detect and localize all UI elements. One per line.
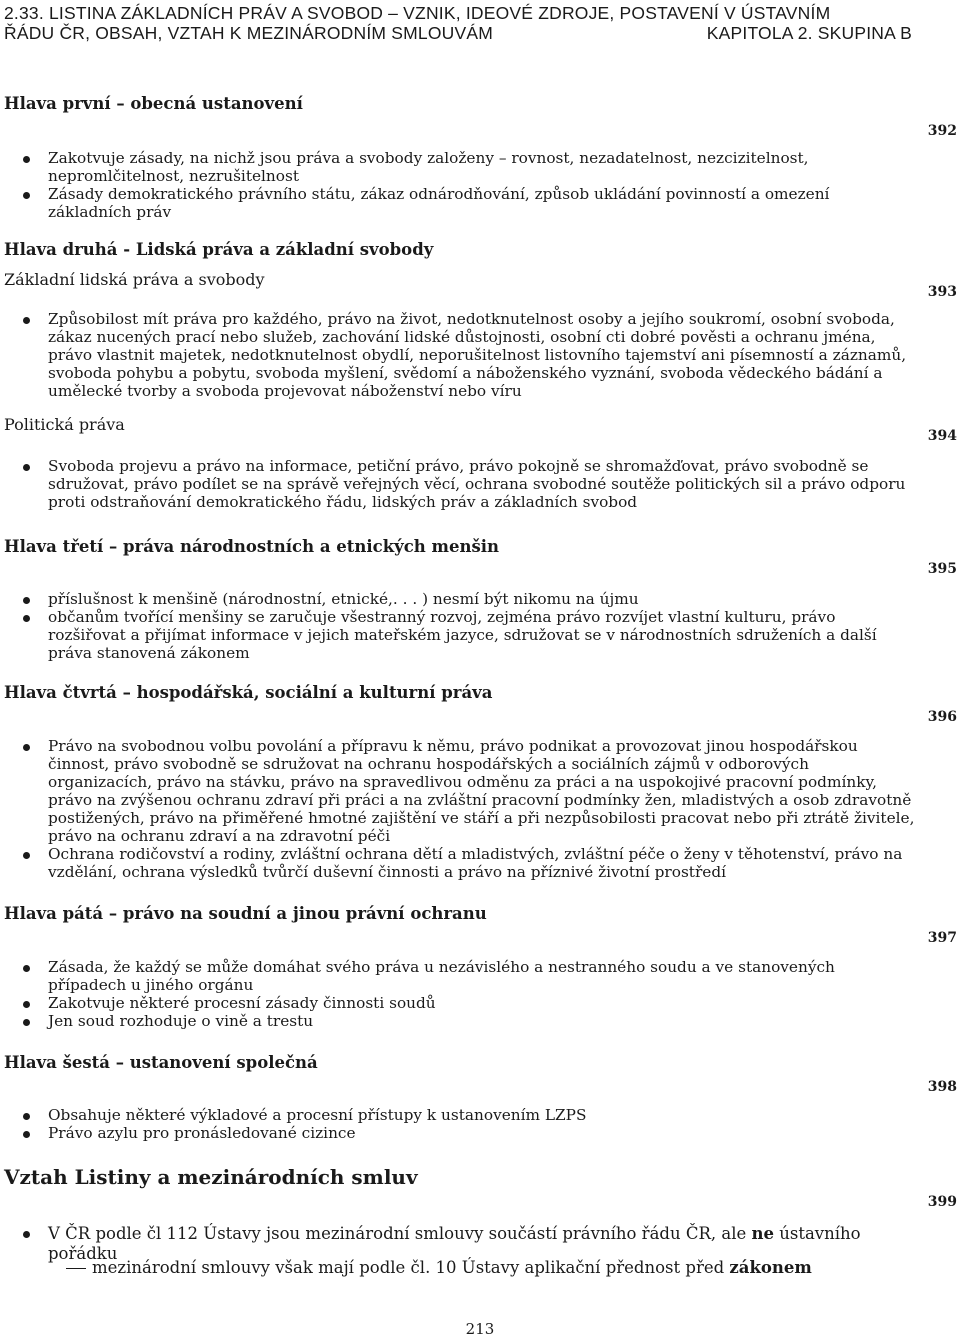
bullet-list-politicka-prava [20, 457, 916, 511]
list-item: občanům tvořící menšiny se zaručuje všestranný rozvoj, zejména právo rozvíjet vlastní kulturu, právo rozšiřovat a přijímat informace v jejich mateřském jazyce, sdružovat se v národnostních sdruženích a další práva stanovená zákonem [20, 608, 916, 662]
dash-emphasis: zákonem [729, 1258, 812, 1277]
list-item: Zásady demokratického právního státu, zákaz odnárodňování, způsob ukládání povinností a omezení základních práv [20, 185, 916, 221]
section-title-hlava-treti: Hlava třetí – práva národnostních a etnických menšin [4, 537, 500, 556]
bullet-list-zakladni-prava [20, 310, 916, 400]
list-item: Způsobilost mít práva pro každého, právo na život, nedotknutelnost osoby a jejího soukromí, osobní svoboda, zákaz nucených prací nebo služeb, zachování lidské důstojnosti, osobní cti dobré pověsti a ochranu jména, právo vlastnit majetek, nedotknutelnost obydlí, neporušitelnost listovního tajemství ani písemností a záznamů, svoboda pohybu a pobytu, svoboda myšlení, svědomí a náboženského vyznání, svoboda vědeckého bádání a umělecké tvorby a svoboda projevovat náboženství nebo víru [20, 310, 916, 400]
dash-item [66, 1258, 906, 1278]
subsection-title-zakladni-prava: Základní lidská práva a svobody [4, 270, 265, 289]
dash-text: mezinárodní smlouvy však mají podle čl. 10 Ústavy aplikační přednost před [92, 1258, 730, 1277]
dash-marker [66, 1268, 86, 1269]
slide-number-397: 397 [927, 930, 957, 946]
list-item: Zakotvuje některé procesní zásady činnosti soudů [20, 994, 916, 1012]
running-header-left: ŘÁDU ČR, OBSAH, VZTAH K MEZINÁRODNÍM SMLOUVÁM [4, 23, 493, 43]
page-number: 213 [465, 1320, 495, 1338]
bullet-list-hlava-pata [20, 958, 916, 1030]
bullet-list-hlava-treti [20, 590, 916, 662]
running-header-chapter: KAPITOLA 2. SKUPINA B [706, 23, 912, 43]
slide-number-392: 392 [927, 123, 957, 139]
list-item: Zakotvuje zásady, na nichž jsou práva a svobody založeny – rovnost, nezadatelnost, nezcizitelnost, nepromlčitelnost, nezrušitelnost [20, 149, 916, 185]
section-title-vztah-listiny: Vztah Listiny a mezinárodních smluv [4, 1165, 418, 1189]
section-title-hlava-pata: Hlava pátá – právo na soudní a jinou právní ochranu [4, 904, 487, 923]
slide-number-393: 393 [927, 284, 957, 300]
item-text: V ČR podle čl 112 Ústavy jsou mezinárodní smlouvy součástí právního řádu ČR, ale [48, 1224, 752, 1243]
slide-number-399: 399 [927, 1194, 957, 1210]
slide-number-394: 394 [927, 428, 957, 444]
section-title-hlava-prvni: Hlava první – obecná ustanovení [4, 94, 303, 113]
running-header-line-1: 2.33. LISTINA ZÁKLADNÍCH PRÁV A SVOBOD – VZNIK, IDEOVÉ ZDROJE, POSTAVENÍ V ÚSTAVNÍM [4, 3, 831, 23]
list-item: Svoboda projevu a právo na informace, petiční právo, právo pokojně se shromažďovat, právo svobodně se sdružovat, právo podílet se na správě veřejných věcí, ochrana svobodné soutěže politických sil a právo odporu proti odstraňování demokratického řádu, lidských práv a základních svobod [20, 457, 916, 511]
item-emphasis: ne [751, 1224, 774, 1243]
slide-number-398: 398 [927, 1079, 957, 1095]
section-title-hlava-druha: Hlava druhá - Lidská práva a základní svobody [4, 240, 434, 259]
bullet-list-hlava-prvni [20, 149, 916, 221]
section-title-hlava-ctvrta: Hlava čtvrtá – hospodářská, sociální a kulturní práva [4, 683, 493, 702]
list-item: Jen soud rozhoduje o vině a trestu [20, 1012, 916, 1030]
list-item: příslušnost k menšině (národnostní, etnické,. . . ) nesmí být nikomu na újmu [20, 590, 916, 608]
running-header-line-2 [4, 23, 912, 43]
subsection-title-politicka-prava: Politická práva [4, 415, 125, 434]
list-item: Ochrana rodičovství a rodiny, zvláštní ochrana dětí a mladistvých, zvláštní péče o ženy v těhotenství, právo na vzdělání, ochrana výsledků tvůrčí duševní činnosti a právo na příznivé životní prostředí [20, 845, 916, 881]
section-title-hlava-sesta: Hlava šestá – ustanovení společná [4, 1053, 318, 1072]
bullet-list-hlava-ctvrta [20, 737, 916, 881]
item-text-end: ústavního pořádku [48, 1224, 861, 1263]
list-item: Právo na svobodnou volbu povolání a přípravu k němu, právo podnikat a provozovat jinou hospodářskou činnost, právo svobodně se sdružovat na ochranu hospodářských a sociálních zájmů v odborových organizacích, právo na stávku, právo na spravedlivou odměnu za práci a na uspokojivé pracovní podmínky, právo na zvýšenou ochranu zdraví při práci a na zvláštní pracovní podmínky žen, mladistvých a osob zdravotně postižených, právo na přiměřené hmotné zajištění ve stáří a při nezpůsobilosti pracovat nebo při ztrátě živitele, právo na ochranu zdraví a na zdravotní péči [20, 737, 916, 845]
list-item: Zásada, že každý se může domáhat svého práva u nezávislého a nestranného soudu a ve stanovených případech u jiného orgánu [20, 958, 916, 994]
slide-number-396: 396 [927, 709, 957, 725]
list-item: Právo azylu pro pronásledované cizince [20, 1124, 916, 1142]
list-item: Obsahuje některé výkladové a procesní přístupy k ustanovením LZPS [20, 1106, 916, 1124]
slide-number-395: 395 [927, 561, 957, 577]
bullet-list-hlava-sesta [20, 1106, 916, 1142]
